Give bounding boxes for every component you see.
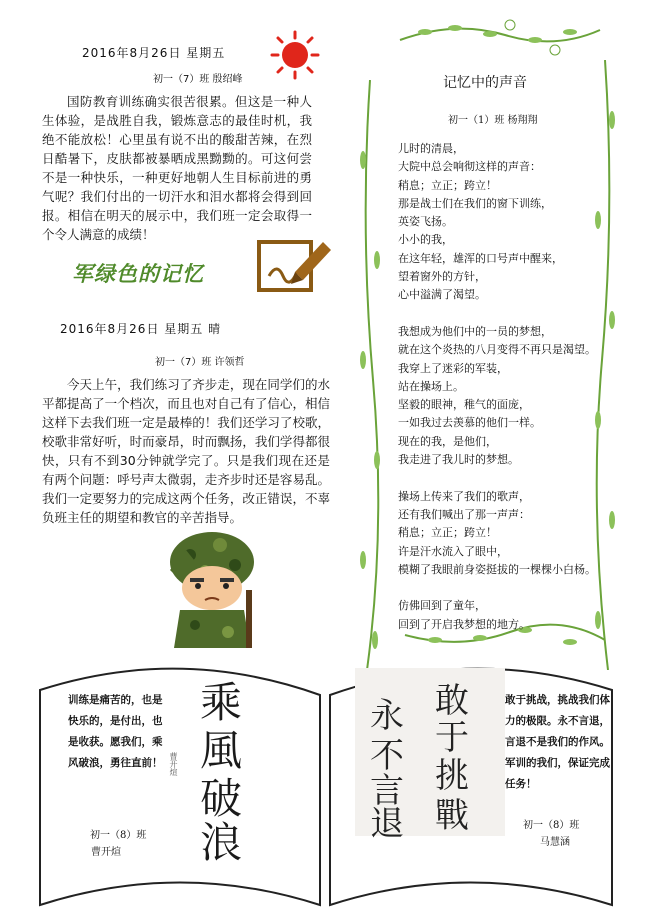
- poem-line: 操场上传来了我们的歌声，: [398, 489, 530, 503]
- poem-line: 我穿上了迷彩的军装，: [398, 361, 508, 375]
- poem-title: 记忆中的声音: [443, 75, 527, 91]
- poem-line: 坚毅的眼神，稚气的面庞，: [398, 398, 530, 412]
- poem-line: 英姿飞扬。: [398, 215, 453, 229]
- calligraphy-char: 浪: [200, 818, 243, 867]
- vine-decoration-left: [355, 80, 385, 670]
- left-page-name: 曹开煊: [91, 847, 121, 858]
- poem-line: 儿时的清晨，: [398, 142, 464, 155]
- poem-line: 站在操场上。: [398, 379, 464, 393]
- poem-line: 仿佛回到了童年，: [398, 599, 486, 613]
- poem-body: [398, 140, 608, 634]
- right-page-class: 初一（8）班: [523, 820, 580, 831]
- poem-line: [398, 305, 608, 323]
- poem-line: 大院中总会响彻这样的声音：: [398, 160, 541, 174]
- calligraphy-char: 不: [370, 736, 404, 776]
- poem-line: 就在这个炎热的八月变得不再只是渴望。: [398, 343, 596, 357]
- poem-author: 初一（1）班 杨翔翔: [448, 115, 538, 126]
- poem-line: 稍息；立正；跨立！: [398, 178, 497, 192]
- calligraphy-char: 敢: [435, 681, 469, 721]
- poem-line: 望着窗外的方针，: [398, 270, 486, 284]
- calligraphy-char: 戰: [435, 796, 469, 836]
- calligraphy-char: 破: [200, 774, 243, 823]
- vine-decoration-top: [395, 10, 605, 65]
- calligraphy-photo-right: [355, 668, 505, 844]
- calligraphy-char: 言: [370, 771, 404, 811]
- calligraphy-char: 風: [200, 726, 243, 775]
- calligraphy-char: 挑: [435, 756, 469, 796]
- calligraphy-char: 退: [370, 804, 404, 844]
- poem-line: 我走进了我儿时的梦想。: [398, 453, 519, 467]
- poem-line: 现在的我，是他们，: [398, 434, 497, 448]
- sun-icon: [270, 30, 320, 80]
- poem-line: 我想成为他们中的一员的梦想，: [398, 324, 552, 338]
- poem-line: [398, 579, 608, 597]
- calligraphy-char: 乘: [200, 678, 243, 727]
- left-page-text: 训练是痛苦的，也是快乐的，是付出，也是收获。愿我们，乘风破浪，勇往直前！: [68, 694, 163, 769]
- right-page-name: 马慧涵: [540, 837, 570, 848]
- poem-line: [398, 469, 608, 487]
- poem-line: 模糊了我眼前身姿挺拔的一棵棵小白杨。: [398, 562, 596, 576]
- diary-date-1: 2016年8月26日 星期五: [82, 46, 226, 60]
- section-heading: 军绿色的记忆: [72, 262, 204, 286]
- poem-line: 小小的我，: [398, 233, 453, 247]
- left-page-class: 初一（8）班: [90, 830, 147, 841]
- poem-line: 还有我们喊出了那一声声：: [398, 507, 530, 521]
- poem-line: 在这年轻，雄浑的口号声中醒来，: [398, 251, 563, 265]
- poem-line: 那是战士们在我们的窗下训练，: [398, 196, 552, 210]
- calligraphy-char: 于: [435, 718, 469, 758]
- author-1: 初一（7）班 殷绍峰: [153, 74, 243, 85]
- diary-paragraph-1: 国防教育训练确实很苦很累。但这是一种人生体验，是战胜自我，锻炼意志的最佳时机，我绝不能放松！心里虽有说不出的酸甜苦辣，在烈日酷暑下，皮肤都被暴晒成黑黝黝的。可这何尝不是一种快乐，一种更好地朝人生目标前进的勇气呢？我们付出的一切汗水和泪水都将会得到回报。相信在明天的展示中，我们班一定会取得一个令人满意的成绩！: [42, 94, 312, 242]
- right-page-text: 敢于挑战，挑战我们体力的极限。永不言退，言退不是我们的作风。军训的我们，保证完成任务！: [505, 694, 610, 790]
- calligraphy-artwork-left: [180, 670, 340, 867]
- poem-line: 回到了开启我梦想的地方。: [398, 617, 530, 631]
- poem-line: 稍息；立正；跨立！: [398, 526, 497, 540]
- note-pencil-icon: [255, 232, 335, 294]
- poem-line: 许是汗水流入了眼中，: [398, 544, 508, 558]
- diary-date-2: 2016年8月26日 星期五 晴: [60, 322, 222, 336]
- author-2: 初一（7）班 许领哲: [155, 357, 245, 368]
- poem-line: 一如我过去羡慕的他们一样。: [398, 416, 541, 430]
- poem-line: 心中溢满了渴望。: [398, 288, 486, 302]
- diary-paragraph-2: 今天上午，我们练习了齐步走，现在同学们的水平都提高了一个档次，而且也对自己有了信心，相信这样下去我们班一定是最棒的！我们还学习了校歌，校歌非常好听，时而豪昂，时而飘扬，我们学得都很快，只有不到30分钟就学完了。只是我们现在还是有两个问题：呼号声太微弱，走齐步时还是容易乱。我们一定要努力的完成这两个任务，改正错误，不辜负班主任的期望和教官的辛苦指导。: [42, 377, 330, 525]
- cartoon-soldier-illustration: [150, 520, 280, 650]
- calligraphy-signature: 曹开煊: [169, 752, 178, 776]
- calligraphy-char: 永: [370, 696, 404, 736]
